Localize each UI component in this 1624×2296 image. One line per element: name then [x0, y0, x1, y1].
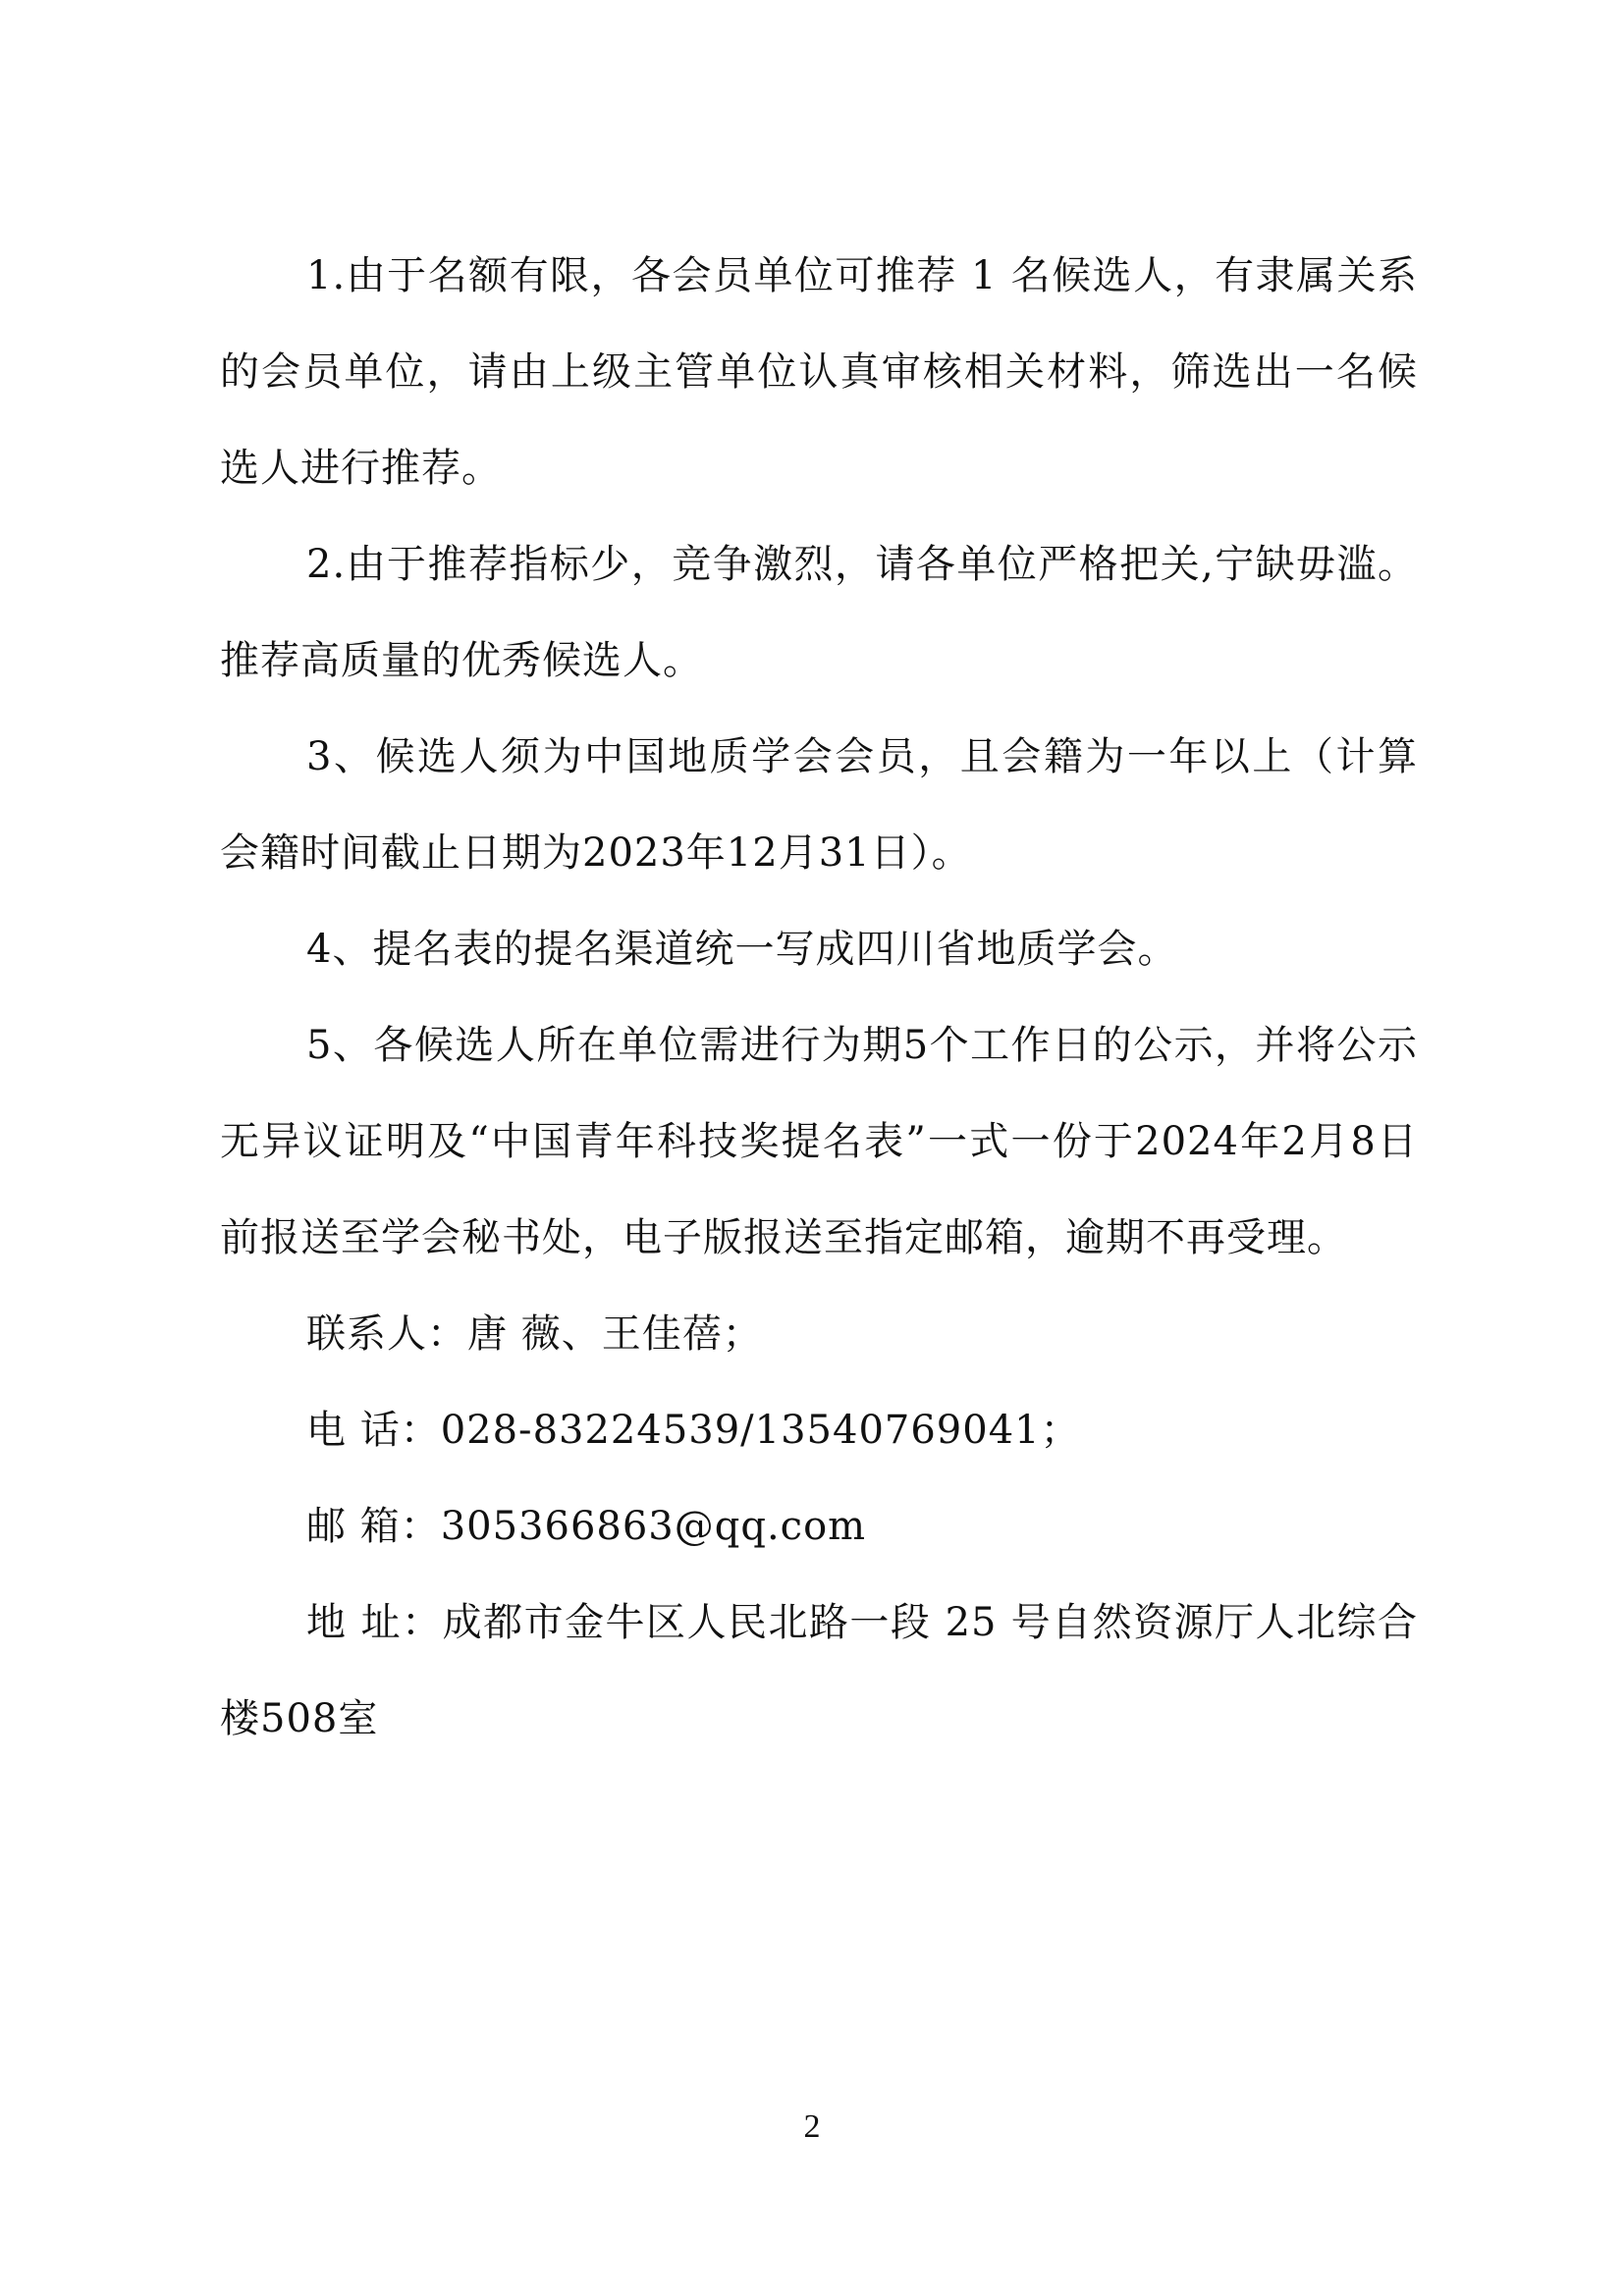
contact-address: 地 址：成都市金牛区人民北路一段 25 号自然资源厅人北综合楼508室: [220, 1600, 1418, 1741]
paragraph-5: 5、各候选人所在单位需进行为期5个工作日的公示，并将公示无异议证明及“中国青年科技奖提名表”一式一份于2024年2月8日前报送至学会秘书处，电子版报送至指定邮箱，逾期不再受理。: [220, 1023, 1418, 1260]
paragraph-2: 2.由于推荐指标少，竞争激烈，请各单位严格把关,宁缺毋滥。推荐高质量的优秀候选人。: [220, 542, 1418, 683]
paragraph-4: 4、提名表的提名渠道统一写成四川省地质学会。: [306, 927, 1178, 972]
contact-email: 邮 箱：305366863@qq.com: [306, 1504, 867, 1549]
page-number: 2: [803, 2109, 821, 2145]
contact-person: 联系人：唐 薇、王佳蓓；: [306, 1311, 763, 1357]
document-body: [220, 228, 1418, 1767]
paragraph-3: 3、候选人须为中国地质学会会员，且会籍为一年以上（计算会籍时间截止日期为2023年12月31日）。: [220, 734, 1418, 876]
paragraph-1: 1.由于名额有限，各会员单位可推荐 1 名候选人，有隶属关系的会员单位，请由上级主管单位认真审核相关材料，筛选出一名候选人进行推荐。: [220, 253, 1418, 491]
contact-phone: 电 话：028-83224539/13540769041；: [306, 1408, 1081, 1453]
